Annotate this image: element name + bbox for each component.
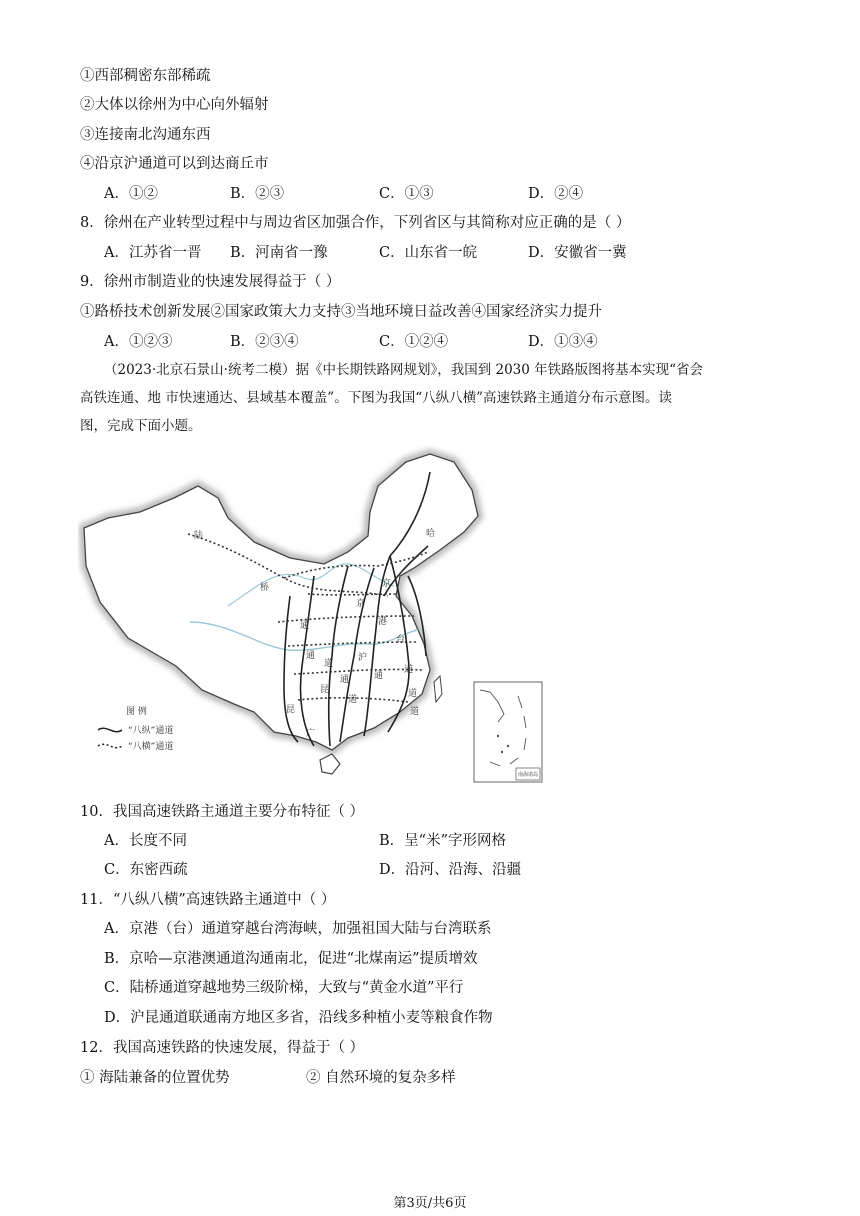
south-china-sea-inset (474, 682, 542, 782)
q8-option-d[interactable]: D．安徽省一冀 (528, 245, 627, 261)
q10-stem: 10．我国高速铁路主通道主要分布特征（ ） (80, 804, 365, 820)
map-label-8: 台 (396, 635, 406, 645)
map-label-12: 道 (348, 695, 358, 705)
q10-option-b[interactable]: B．呈“米”字形网格 (379, 833, 506, 849)
intro-line-1: （2023·北京石景山·统考二模）据《中长期铁路网规划》，我国到 2030 年铁路版图将基本实现“省会 (104, 362, 704, 378)
map-label-13: 通 (374, 671, 384, 681)
q9-stem: 9．徐州市制造业的快速发展得益于（ ） (80, 274, 341, 290)
page-number: 第3页/共6页 (393, 1196, 467, 1211)
map-label-9: 沪 (358, 653, 368, 663)
q7-option-d[interactable]: D．②④ (528, 186, 584, 202)
map-label-6: 京 (356, 599, 366, 609)
statement-4: ④沿京沪通道可以到达商丘市 (80, 156, 269, 172)
map-legend (98, 705, 173, 752)
map-label-5: 哈 (426, 529, 436, 539)
map-label-20: 昆 (286, 705, 296, 715)
q11-option-b[interactable]: B．京哈—京港澳通道沟通南北，促进“北煤南运”提质增效 (104, 951, 478, 967)
railway-map (78, 446, 548, 786)
q11-option-a[interactable]: A．京港（台）通道穿越台湾海峡，加强祖国大陆与台湾联系 (104, 921, 492, 937)
map-label-17: 通 (306, 651, 316, 661)
q12-statement-1: ① 海陆兼备的位置优势 (80, 1070, 230, 1086)
statement-3: ③连接南北沟通东西 (80, 127, 211, 143)
q12-stem: 12．我国高速铁路的快速发展，得益于（ ） (80, 1040, 365, 1056)
map-label-1: 陆 (194, 531, 204, 541)
china-map-svg (78, 446, 548, 786)
legend-title: 图 例 (126, 707, 147, 717)
material-intro (80, 356, 780, 440)
q9-option-b[interactable]: B．②③④ (230, 334, 299, 350)
q11-stem: 11．“八纵八横”高速铁路主通道中（ ） (80, 892, 336, 908)
inset-label: 南海诸岛 (518, 772, 539, 778)
q8-option-a[interactable]: A．江苏省一晋 (104, 245, 202, 261)
map-label-16: 道 (410, 707, 420, 717)
map-label-15: 道 (408, 689, 418, 699)
map-label-7: 港 (378, 617, 388, 627)
q10-option-d[interactable]: D．沿河、沿海、沿疆 (379, 862, 522, 878)
q8-option-b[interactable]: B．河南省一豫 (230, 245, 328, 261)
hainan-island (320, 754, 340, 774)
map-label-10: 昆 (320, 685, 330, 695)
q7-option-b[interactable]: B．②③ (230, 186, 285, 202)
q7-option-c[interactable]: C．①③ (379, 186, 434, 202)
q9-statement: ①路桥技术创新发展②国家政策大力支持③当地环境日益改善④国家经济实力提升 (80, 304, 602, 320)
q12-statement-2: ② 自然环境的复杂多样 (306, 1070, 456, 1086)
map-label-4: 京 (382, 579, 392, 589)
q7-option-a[interactable]: A．①② (104, 186, 158, 202)
q11-option-c[interactable]: C．陆桥通道穿越地势三级阶梯，大致与“黄金水道”平行 (104, 980, 464, 996)
legend-vertical-line (98, 728, 122, 731)
china-outline (84, 454, 478, 750)
legend-horizontal-line (98, 744, 122, 747)
map-label-14: 道 (404, 665, 414, 675)
q9-option-a[interactable]: A．①②③ (104, 334, 173, 350)
intro-line-2: 高铁连通、地 市快速通达、县域基本覆盖”。下图为我国“八纵八横”高速铁路主通道分布示意图。读 (80, 390, 672, 406)
taiwan-island (434, 676, 442, 702)
q10-option-a[interactable]: A．长度不同 (104, 833, 187, 849)
q8-stem: 8．徐州在产业转型过程中与周边省区加强合作，下列省区与其简称对应正确的是（ ） (80, 215, 631, 231)
statement-2: ②大体以徐州为中心向外辐射 (80, 97, 269, 113)
q9-option-c[interactable]: C．①②④ (379, 334, 449, 350)
legend-vertical-label: “八纵”通道 (128, 726, 174, 736)
q10-option-c[interactable]: C．东密西疏 (104, 862, 188, 878)
map-label-11: 通 (340, 675, 350, 685)
map-label-19: 广 (306, 729, 316, 739)
map-label-3: 通 (300, 621, 310, 631)
statement-1: ①西部稠密东部稀疏 (80, 68, 211, 84)
legend-horizontal-label: “八横”通道 (128, 742, 174, 752)
intro-line-3: 图，完成下面小题。 (80, 418, 202, 434)
q11-option-d[interactable]: D．沪昆通道联通南方地区多省，沿线多种植小麦等粮食作物 (104, 1010, 493, 1026)
map-label-18: 道 (324, 659, 334, 669)
q9-option-d[interactable]: D．①③④ (528, 334, 598, 350)
q8-option-c[interactable]: C．山东省一皖 (379, 245, 478, 261)
map-label-2: 桥 (260, 583, 270, 593)
